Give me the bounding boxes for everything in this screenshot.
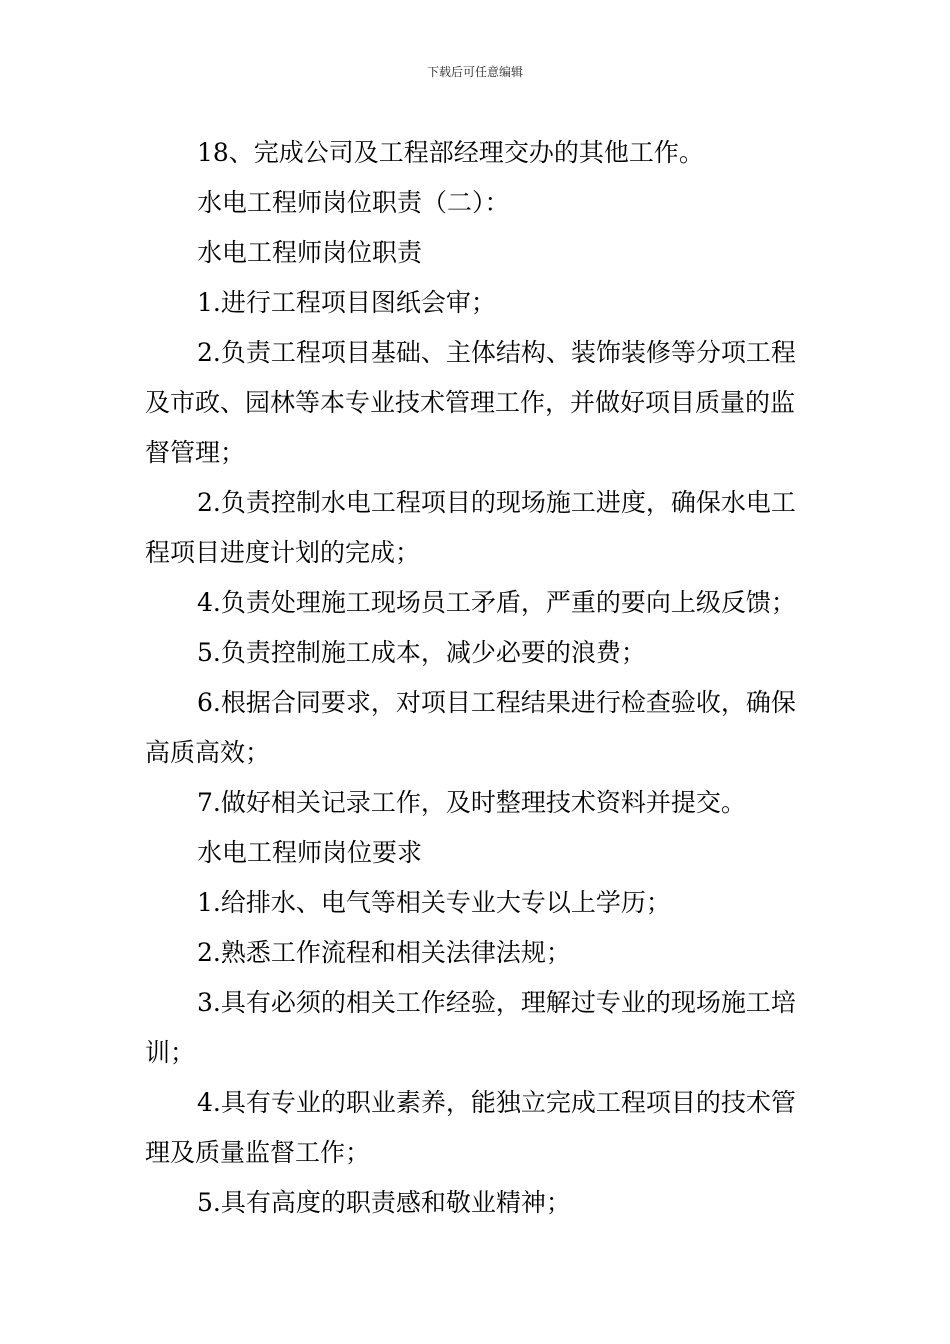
page-header-note: 下载后可任意编辑 xyxy=(426,65,523,79)
duty-item: 2.负责控制水电工程项目的现场施工进度，确保水电工程项目进度计划的完成； xyxy=(145,488,796,567)
duty-item: 1.进行工程项目图纸会审； xyxy=(197,288,496,317)
requirement-item: 3.具有必须的相关工作经验，理解过专业的现场施工培训； xyxy=(145,988,796,1067)
duty-item: 7.做好相关记录工作，及时整理技术资料并提交。 xyxy=(197,788,746,817)
subsection-title-requirements: 水电工程师岗位要求 xyxy=(197,838,423,867)
duty-item: 5.负责控制施工成本，减少必要的浪费； xyxy=(197,638,646,667)
duty-item: 2.负责工程项目基础、主体结构、装饰装修等分项工程及市政、园林等本专业技术管理工作，并做好项目质量的监督管理； xyxy=(145,338,796,467)
requirement-item: 2.熟悉工作流程和相关法律法规； xyxy=(197,938,571,967)
requirement-item: 1.给排水、电气等相关专业大专以上学历； xyxy=(197,888,671,917)
requirement-item: 5.具有高度的职责感和敬业精神； xyxy=(197,1188,571,1217)
duty-item: 6.根据合同要求，对项目工程结果进行检查验收，确保高质高效； xyxy=(145,688,796,767)
duty-item: 4.负责处理施工现场员工矛盾，严重的要向上级反馈； xyxy=(197,588,796,617)
requirement-item: 4.具有专业的职业素养，能独立完成工程项目的技术管理及质量监督工作； xyxy=(145,1088,796,1167)
section-title-duties-two: 水电工程师岗位职责（二）： xyxy=(197,188,510,217)
document-body xyxy=(145,128,810,1228)
subsection-title-duties: 水电工程师岗位职责 xyxy=(197,238,423,267)
paragraph-closing-duty: 18、完成公司及工程部经理交办的其他工作。 xyxy=(197,138,704,167)
